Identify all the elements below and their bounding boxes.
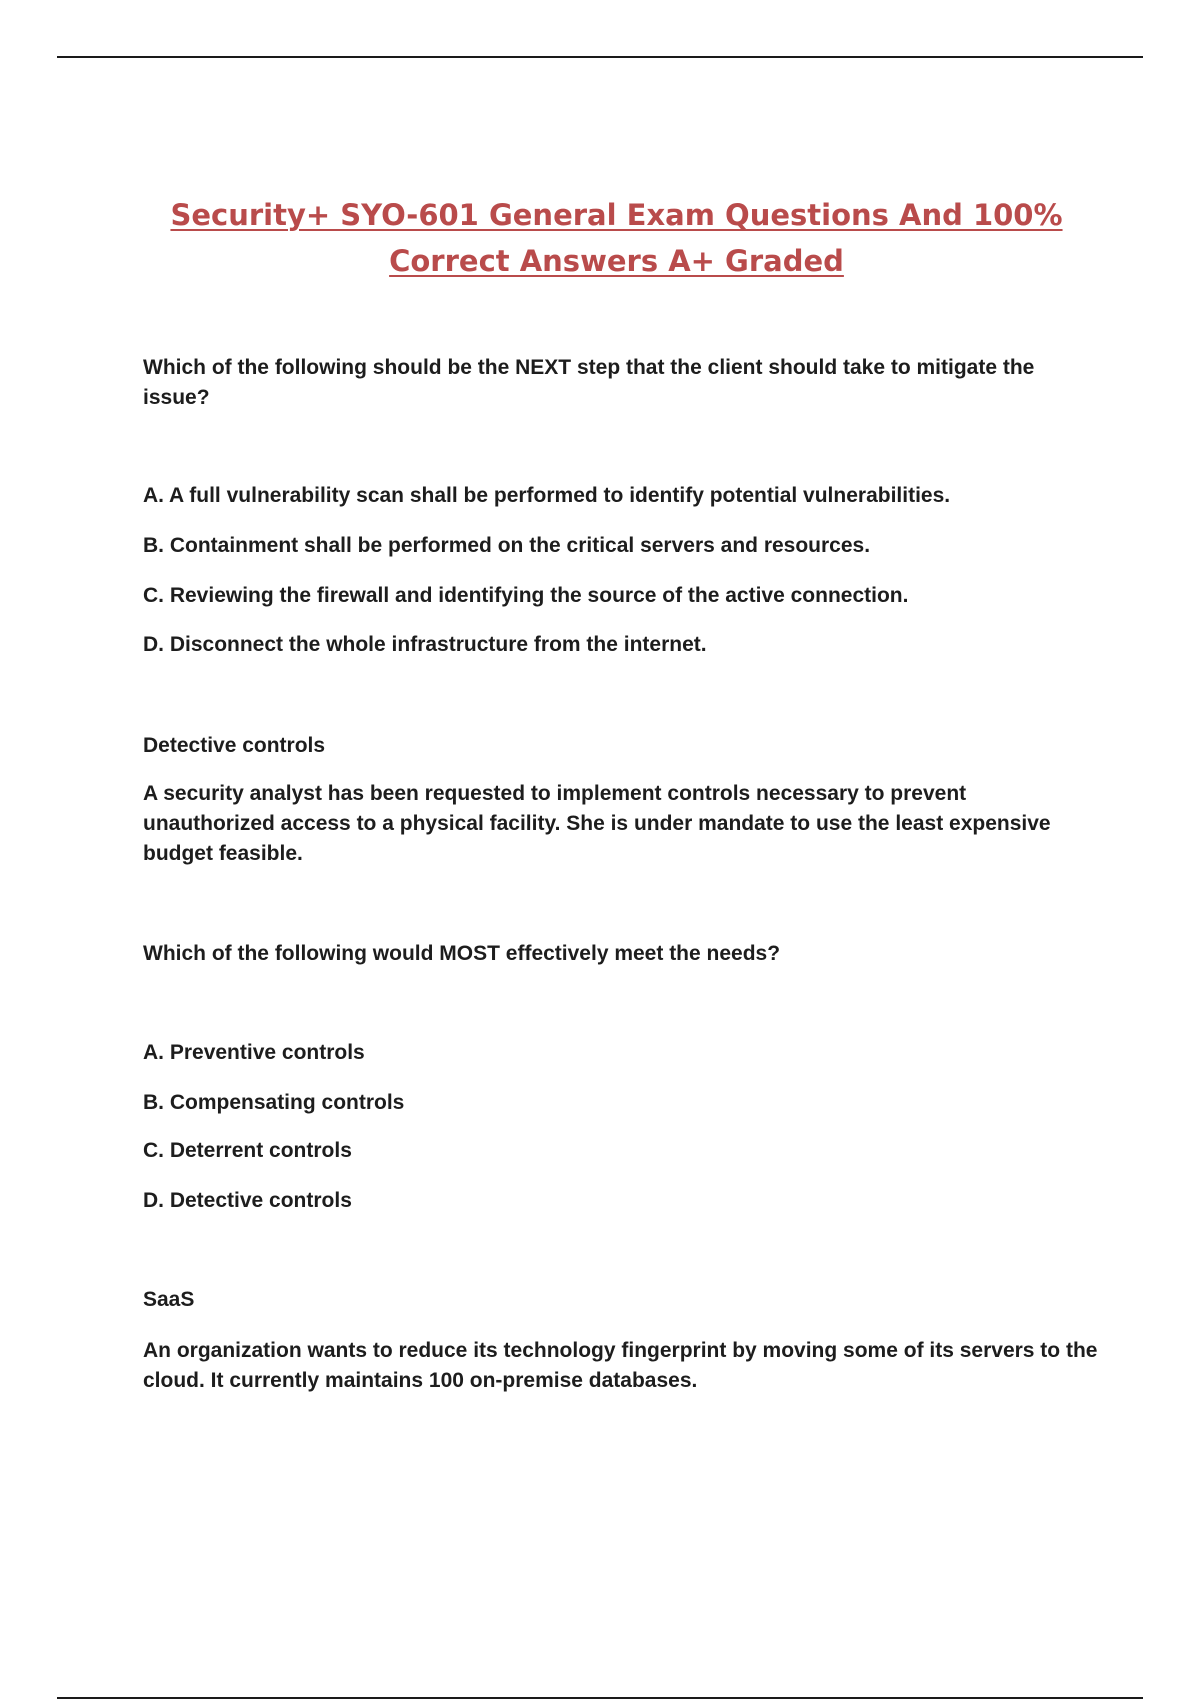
question-2-text: Which of the following would MOST effectively meet the needs?: [143, 942, 781, 965]
question-2-option-c: C. Deterrent controls: [143, 1139, 352, 1162]
question-1-text: Which of the following should be the NEXT step that the client should take to mitigate the issue?: [143, 356, 1035, 409]
question-1-option-d: D. Disconnect the whole infrastructure from the internet.: [143, 633, 707, 656]
document-title: [0, 192, 1200, 284]
answer-2: SaaS: [143, 1288, 195, 1311]
question-1-option-a: A. A full vulnerability scan shall be performed to identify potential vulnerabilities.: [143, 484, 951, 507]
question-2-option-a: A. Preventive controls: [143, 1041, 365, 1064]
question-2-option-b: B. Compensating controls: [143, 1091, 405, 1114]
question-2-scenario: A security analyst has been requested to implement controls necessary to prevent unauthorized access to a physical facility. She is under mandate to use the least expensive budget feasible.: [143, 782, 1051, 865]
top-rule: [57, 56, 1143, 58]
answer-1: Detective controls: [143, 734, 326, 757]
bottom-rule: [57, 1697, 1143, 1699]
title-line-1: Security+ SYO-601 General Exam Questions And 100%: [170, 198, 1063, 232]
question-3-scenario: An organization wants to reduce its technology fingerprint by moving some of its servers to the cloud. It currently maintains 100 on-premise databases.: [143, 1339, 1098, 1392]
question-1-option-c: C. Reviewing the firewall and identifying the source of the active connection.: [143, 584, 909, 607]
title-line-2: Correct Answers A+ Graded: [389, 244, 844, 278]
question-2-option-d: D. Detective controls: [143, 1189, 352, 1212]
question-1-option-b: B. Containment shall be performed on the critical servers and resources.: [143, 534, 871, 557]
